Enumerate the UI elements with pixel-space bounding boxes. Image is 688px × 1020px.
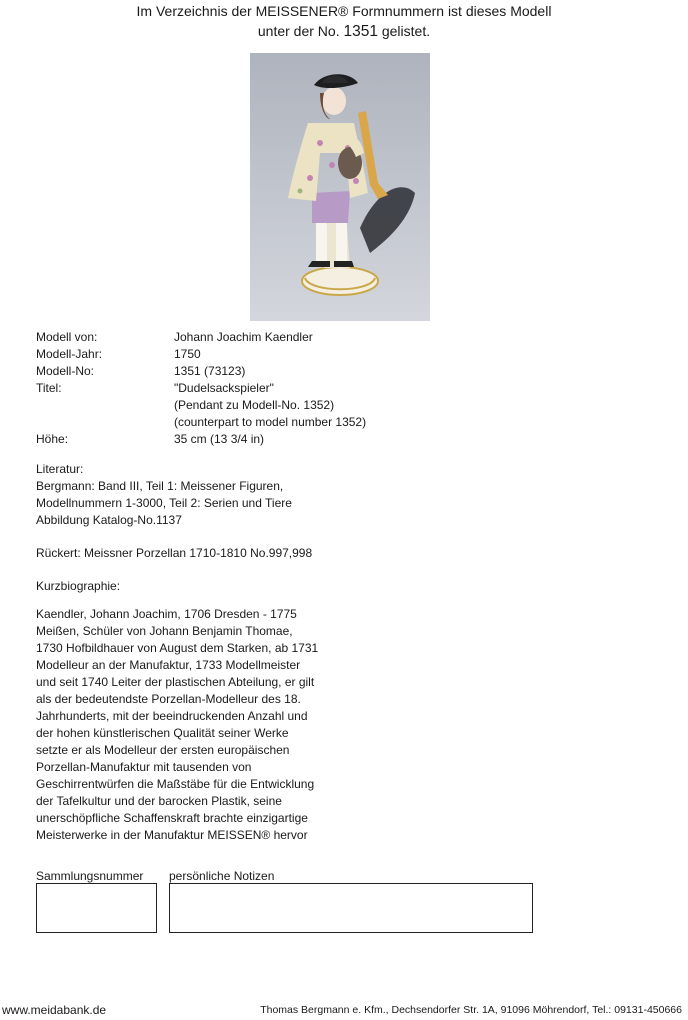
detail-label: Titel: bbox=[36, 381, 62, 395]
figurine-photo bbox=[250, 53, 430, 321]
detail-label: Höhe: bbox=[36, 432, 69, 446]
detail-label: Modell von: bbox=[36, 330, 98, 344]
footer-website[interactable]: www.meidabank.de bbox=[2, 1003, 107, 1017]
notizen-label: persönliche Notizen bbox=[169, 869, 275, 883]
detail-value: 1351 (73123) bbox=[174, 364, 246, 378]
literatur-heading: Literatur: bbox=[36, 462, 84, 476]
footer-address: Thomas Bergmann e. Kfm., Dechsendorfer Str. 1A, 91096 Möhrendorf, Tel.: 09131-450666 bbox=[260, 1004, 682, 1016]
notizen-field[interactable] bbox=[169, 883, 533, 933]
kurzbiographie-heading: Kurzbiographie: bbox=[36, 579, 121, 593]
header bbox=[0, 1, 688, 42]
detail-label: Modell-Jahr: bbox=[36, 347, 103, 361]
detail-value: Johann Joachim Kaendler bbox=[174, 330, 313, 344]
detail-value: 35 cm (13 3/4 in) bbox=[174, 432, 265, 446]
detail-value: "Dudelsackspieler" bbox=[174, 381, 274, 395]
rueckert-reference: Rückert: Meissner Porzellan 1710-1810 No.997,998 bbox=[36, 546, 313, 560]
header-line-1: Im Verzeichnis der MEISSENER® Formnummern ist dieses Modell bbox=[136, 3, 552, 19]
literatur-section: Literatur: Bergmann: Band III, Teil 1: Meissener Figuren, Modellnummern 1-3000, Teil 2: Serien und Tiere Abbildung Katalog-No.1137 bbox=[36, 462, 292, 527]
detail-value: (Pendant zu Modell-No. 1352) bbox=[174, 398, 335, 412]
sammlungsnummer-field[interactable] bbox=[36, 883, 157, 933]
kurzbiographie-text: Kaendler, Johann Joachim, 1706 Dresden - 1775 Meißen, Schüler von Johann Benjamin Thomae, 1730 Hofbildhauer von August dem Starken, ab 1731 Modelleur an der Manufaktur, 1733 Modellmeister und seit 1740 Leiter der plastischen Abteilung, er gilt als der bedeutendste Porzellan-Modelleur des 18. Jahrhunderts, mit der beeindruckenden Anzahl und der hohen künstlerischen Qualität seiner Werke setzte er als Modelleur der ersten europäischen Porzellan-Manufaktur mit tausenden von Geschirrentwürfen die Maßstäbe für die Entwicklung der Tafelkultur und der barocken Plastik, seine unerschöpfliche Schaffenskraft brachte einzigartige Meisterwerke in der Manufaktur MEISSEN® hervor bbox=[36, 607, 319, 842]
detail-value: 1750 bbox=[174, 347, 201, 361]
detail-label: Modell-No: bbox=[36, 364, 95, 378]
sammlungsnummer-label: Sammlungsnummer bbox=[36, 869, 144, 883]
detail-value: (counterpart to model number 1352) bbox=[174, 415, 367, 429]
header-line-2: unter der No. 1351 gelistet. bbox=[257, 23, 431, 40]
model-number: 1351 bbox=[343, 23, 378, 40]
